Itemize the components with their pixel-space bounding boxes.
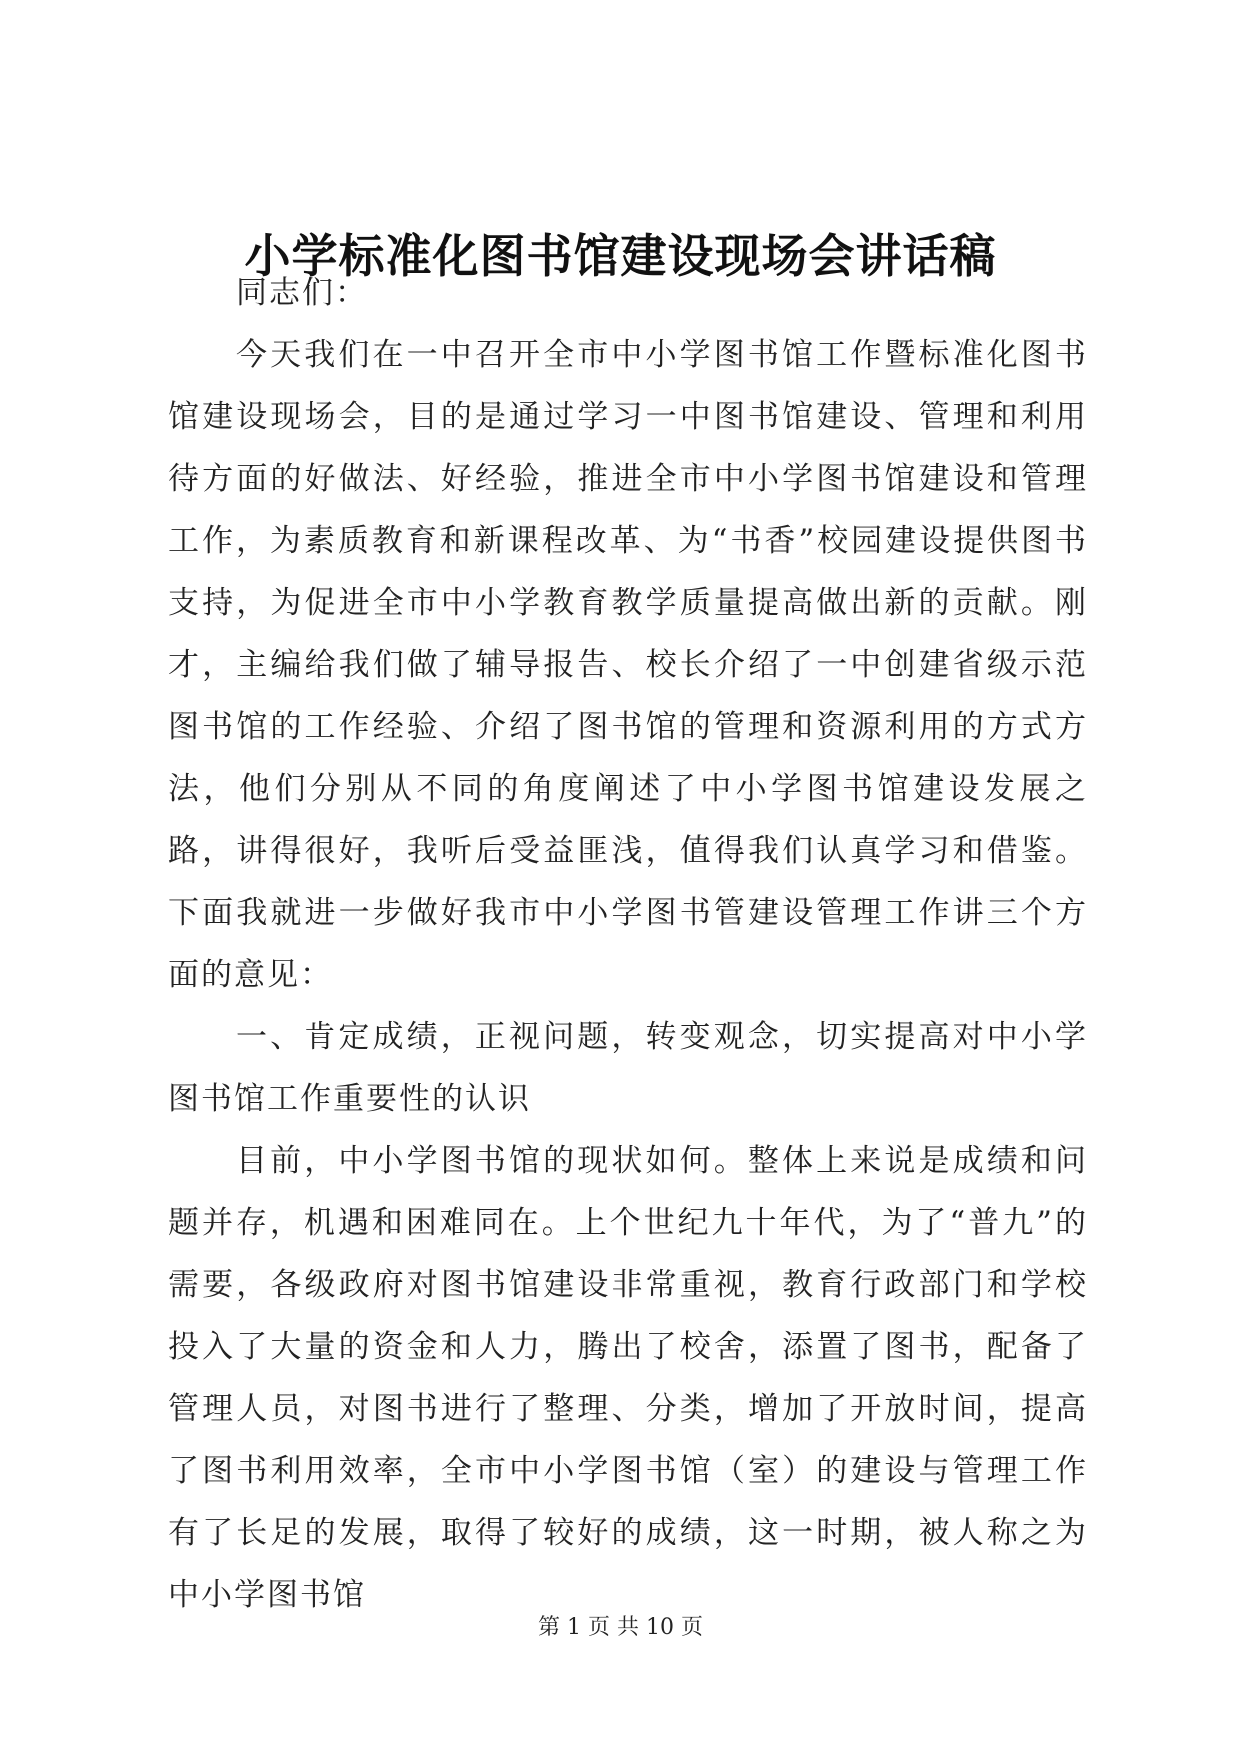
page-footer: 第 1 页 共 10 页 [538, 1615, 703, 1640]
document-body [168, 262, 1088, 1626]
section-heading-1: 一、肯定成绩，正视问题，转变观念，切实提高对中小学图书馆工作重要性的认识 [168, 1019, 1088, 1117]
document-title: 小学标准化图书馆建设现场会讲话稿 [244, 229, 997, 283]
salutation-paragraph: 同志们： [236, 275, 368, 311]
intro-paragraph: 今天我们在一中召开全市中小学图书馆工作暨标准化图书馆建设现场会，目的是通过学习一中图书馆建设、管理和利用待方面的好做法、好经验，推进全市中小学图书馆建设和管理工作，为素质教育和新课程改革、为“书香”校园建设提供图书支持，为促进全市中小学教育教学质量提高做出新的贡献。刚才，主编给我们做了辅导报告、校长介绍了一中创建省级示范图书馆的工作经验、介绍了图书馆的管理和资源利用的方式方法，他们分别从不同的角度阐述了中小学图书馆建设发展之路，讲得很好，我听后受益匪浅，值得我们认真学习和借鉴。下面我就进一步做好我市中小学图书管建设管理工作讲三个方面的意见： [168, 337, 1088, 993]
body-paragraph: 目前，中小学图书馆的现状如何。整体上来说是成绩和问题并存，机遇和困难同在。上个世纪九十年代，为了“普九”的需要，各级政府对图书馆建设非常重视，教育行政部门和学校投入了大量的资金和人力，腾出了校舍，添置了图书，配备了管理人员，对图书进行了整理、分类，增加了开放时间，提高了图书利用效率，全市中小学图书馆（室）的建设与管理工作有了长足的发展，取得了较好的成绩，这一时期，被人称之为中小学图书馆 [168, 1143, 1088, 1613]
